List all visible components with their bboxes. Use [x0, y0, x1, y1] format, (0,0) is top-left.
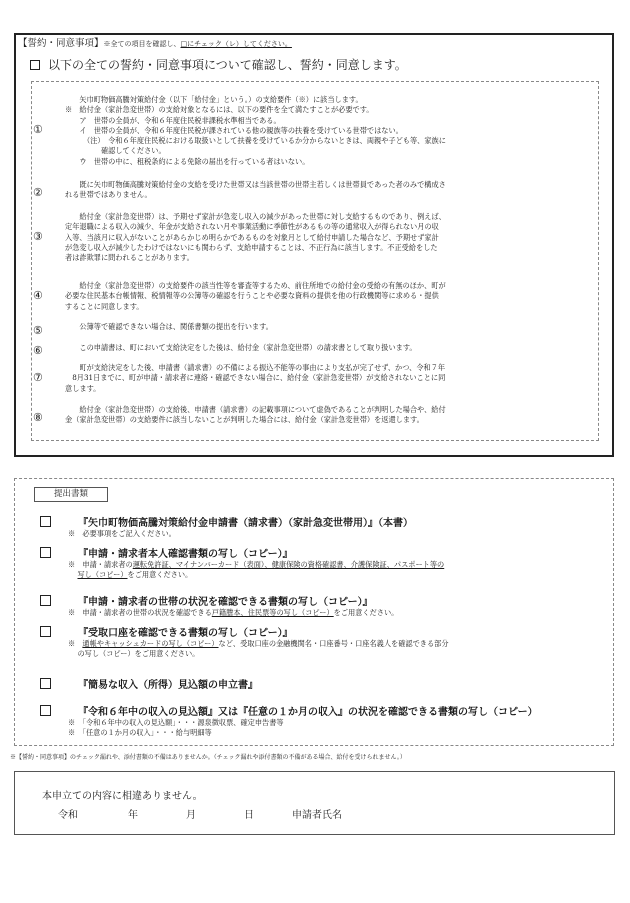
document-checkbox[interactable]: [40, 595, 51, 606]
consent-item-line: 金（家計急変世帯）の支給要件に該当しないことが判明した場合には、給付金（家計急変世帯）を返還します。: [65, 415, 424, 425]
document-item: [40, 676, 600, 691]
documents-label: 提出書類: [34, 487, 108, 502]
document-note-underlined: 戸籍謄本、住民票等の写し（コピー）: [211, 608, 334, 617]
consent-item-line: 入等、当該月に収入がないことがあらかじめ明らかであるものを対象月として給付申請した場合など、予期せず家計: [65, 232, 439, 242]
consent-item: [33, 322, 585, 337]
consent-item-line: 既に矢巾町物価高騰対策給付金の支給を受けた世帯又は当該世帯の世帯主若しくは世帯員であった者のみで構成さ: [65, 180, 446, 189]
consent-item-line: ア 世帯の全員が、令和６年度住民税非課税水準相当である。: [65, 115, 281, 125]
consent-item-text: [65, 405, 585, 426]
consent-title: [18, 35, 292, 49]
document-note: ※ 必要事項をご記入ください。: [68, 529, 176, 538]
document-title: 『申請・請求者の世帯の状況を確認できる書類の写し（コピー）』: [78, 597, 373, 608]
consent-item-text: [65, 281, 585, 312]
document-note: [68, 639, 600, 649]
signature-statement: 本申立ての内容に相違ありません。: [42, 791, 203, 802]
document-note-underlined: 運転免許証、マイナンバーカード（表面）、健康保険の資格確認書、介護保険証、パスポート等の: [132, 560, 445, 569]
consent-item-text: [65, 343, 585, 353]
consent-item-text: [65, 180, 585, 201]
document-note: の写し（コピー）をご用意ください。: [68, 649, 200, 658]
document-title: 『矢巾町物価高騰対策給付金申請書（請求書）（家計急変世帯用）』（本書）: [78, 518, 413, 529]
consent-item-line: 矢巾町物価高騰対策給付金（以下「給付金」という。）の支給要件（※）に該当します。: [65, 95, 363, 104]
consent-note: [104, 40, 292, 48]
document-checkbox[interactable]: [40, 516, 51, 527]
consent-item-text: [65, 363, 585, 394]
consent-item: [33, 343, 585, 357]
consent-item-line: 8月31日までに、町が申請・請求者に連絡・確認できない場合に、給付金（家計急変世帯）が支給されないことに同: [65, 373, 446, 383]
consent-item-line: 公簿等で確認できない場合は、関係書類の提出を行います。: [65, 322, 273, 331]
document-note: [68, 570, 600, 580]
consent-item-text: [65, 95, 585, 167]
document-note-text: ※ 申請・請求者の: [68, 560, 133, 569]
document-item: [40, 703, 600, 738]
consent-item-text: [65, 322, 585, 332]
document-note: [68, 608, 600, 618]
signature-day-field[interactable]: 日: [244, 810, 254, 821]
consent-item: [33, 180, 585, 201]
document-checkbox[interactable]: [40, 547, 51, 558]
consent-item-line: 必要な住民基本台帳情報、税情報等の公簿等の確認を行うことや必要な資料の提供を他の行政機関等に求める・提供: [65, 291, 439, 301]
consent-item-line: 者は詐欺罪に問われることがあります。: [65, 253, 194, 263]
consent-item: [33, 281, 585, 312]
consent-note-underlined: □にチェック（レ）してください。: [180, 40, 292, 48]
consent-item: [33, 95, 585, 167]
consent-item-line: この申請書は、町において支給決定をした後は、給付金（家計急変世帯）の請求書として取り扱います。: [65, 343, 417, 352]
document-item: [40, 593, 600, 618]
document-checkbox[interactable]: [40, 705, 51, 716]
document-title: 『令和６年中の収入の見込額』又は『任意の１か月の収入』の状況を確認できる書類の写し（コピー）: [78, 707, 538, 718]
document-checkbox[interactable]: [40, 678, 51, 689]
consent-item-line: ※ 給付金（家計急変世帯）の支給対象となるには、以下の要件を全て満たすことが必要です。: [65, 105, 374, 115]
document-note-text: ※: [68, 639, 83, 648]
consent-item-line: （注） 令和６年度住民税における取扱いとして扶養を受けているか分からないときは、両親や子ども等、家族に: [65, 136, 446, 146]
document-note-underlined: 写し（コピー）: [77, 570, 128, 579]
document-note: [68, 560, 600, 570]
document-note: ※ 「任意の１か月の収入」・・・給与明細等: [68, 728, 212, 737]
document-title: 『申請・請求者本人確認書類の写し（コピー）』: [78, 549, 293, 560]
consent-item-number: ⑧: [33, 411, 43, 424]
applicant-name-field[interactable]: 申請者氏名: [292, 810, 342, 821]
consent-item-line: 定年退職による収入の減少、年金が支給されない月や事業活動に季節性があるもの等の通常収入が得られない月の収: [65, 222, 439, 232]
document-item: [40, 624, 600, 659]
footnote: ※【誓約・同意事項】のチェック漏れや、添付書類の不備はありませんか。（チェック漏れや添付書類の不備がある場合、給付を受けられません。）: [10, 754, 406, 761]
consent-item: [33, 405, 585, 426]
consent-item: [33, 212, 585, 263]
consent-note-prefix: ※全ての項目を確認し、: [103, 40, 181, 48]
agree-all-checkbox[interactable]: [30, 60, 40, 70]
document-item: [40, 545, 600, 580]
document-note: ※ 「令和６年中の収入の見込額」・・・源泉徴収票、確定申告書等: [68, 718, 284, 727]
consent-item-number: ⑤: [33, 324, 43, 337]
consent-item-line: れる世帯ではありません。: [65, 190, 152, 200]
agree-all-row[interactable]: [30, 56, 407, 73]
consent-item-number: ④: [33, 289, 43, 302]
consent-item-line: 給付金（家計急変世帯）の支給後、申請書（請求書）の記載事項について虚偽であることが判明した場合や、給付: [65, 405, 446, 414]
consent-item-text: [65, 212, 585, 263]
agree-all-label: 以下の全ての誓約・同意事項について確認し、誓約・同意します。: [48, 58, 407, 72]
document-item: [40, 514, 600, 539]
consent-item-line: 給付金（家計急変世帯）の支給要件の該当性等を審査等するため、前住所地での給付金の受給の有無のほか、町が: [65, 281, 446, 290]
consent-item-number: ⑥: [33, 344, 43, 357]
signature-year-field[interactable]: 年: [128, 810, 138, 821]
consent-item-number: ③: [33, 230, 43, 243]
document-title: 『受取口座を確認できる書類の写し（コピー）』: [78, 628, 293, 639]
consent-item-line: が急変し収入が減少したわけではないにも関わらず、支給申請することは、不正行為に該当します。不正受給をした: [65, 242, 438, 252]
signature-era: 令和: [58, 810, 78, 821]
consent-item-line: することに同意します。: [65, 301, 144, 311]
document-note-underlined: 通帳やキャッシュカードの写し（コピー）: [82, 639, 219, 648]
consent-item-line: 町が支給決定をした後、申請書（請求書）の不備による振込不能等の事由により支払が完了せず、かつ、令和７年: [65, 363, 446, 372]
consent-title-text: 【誓約・同意事項】: [18, 38, 104, 49]
document-note-text: をご用意ください。: [127, 570, 193, 579]
document-note-text: をご用意ください。: [333, 608, 399, 617]
consent-item-number: ①: [33, 123, 43, 136]
document-note-text: など、受取口座の金融機関名・口座番号・口座名義人を確認できる部分: [218, 639, 449, 648]
consent-item-number: ⑦: [33, 371, 43, 384]
consent-item-line: 確認してください。: [65, 146, 166, 156]
signature-section: [14, 771, 615, 835]
consent-item-line: イ 世帯の全員が、令和６年度住民税が課されている他の親族等の扶養を受けている世帯ではない。: [65, 125, 403, 135]
document-note-text: ※ 申請・請求者の世帯の状況を確認できる: [68, 608, 212, 617]
signature-month-field[interactable]: 月: [186, 810, 196, 821]
document-checkbox[interactable]: [40, 626, 51, 637]
consent-item-number: ②: [33, 186, 43, 199]
consent-item: [33, 363, 585, 394]
document-title: 『簡易な収入（所得）見込額の申立書』: [78, 680, 258, 691]
consent-item-line: 意します。: [65, 383, 101, 393]
consent-item-line: ウ 世帯の中に、租税条約による免除の届出を行っている者はいない。: [65, 156, 310, 166]
consent-item-line: 給付金（家計急変世帯）は、予期せず家計が急変し収入の減少があった世帯に対し支給するものであり、例えば、: [65, 212, 446, 221]
